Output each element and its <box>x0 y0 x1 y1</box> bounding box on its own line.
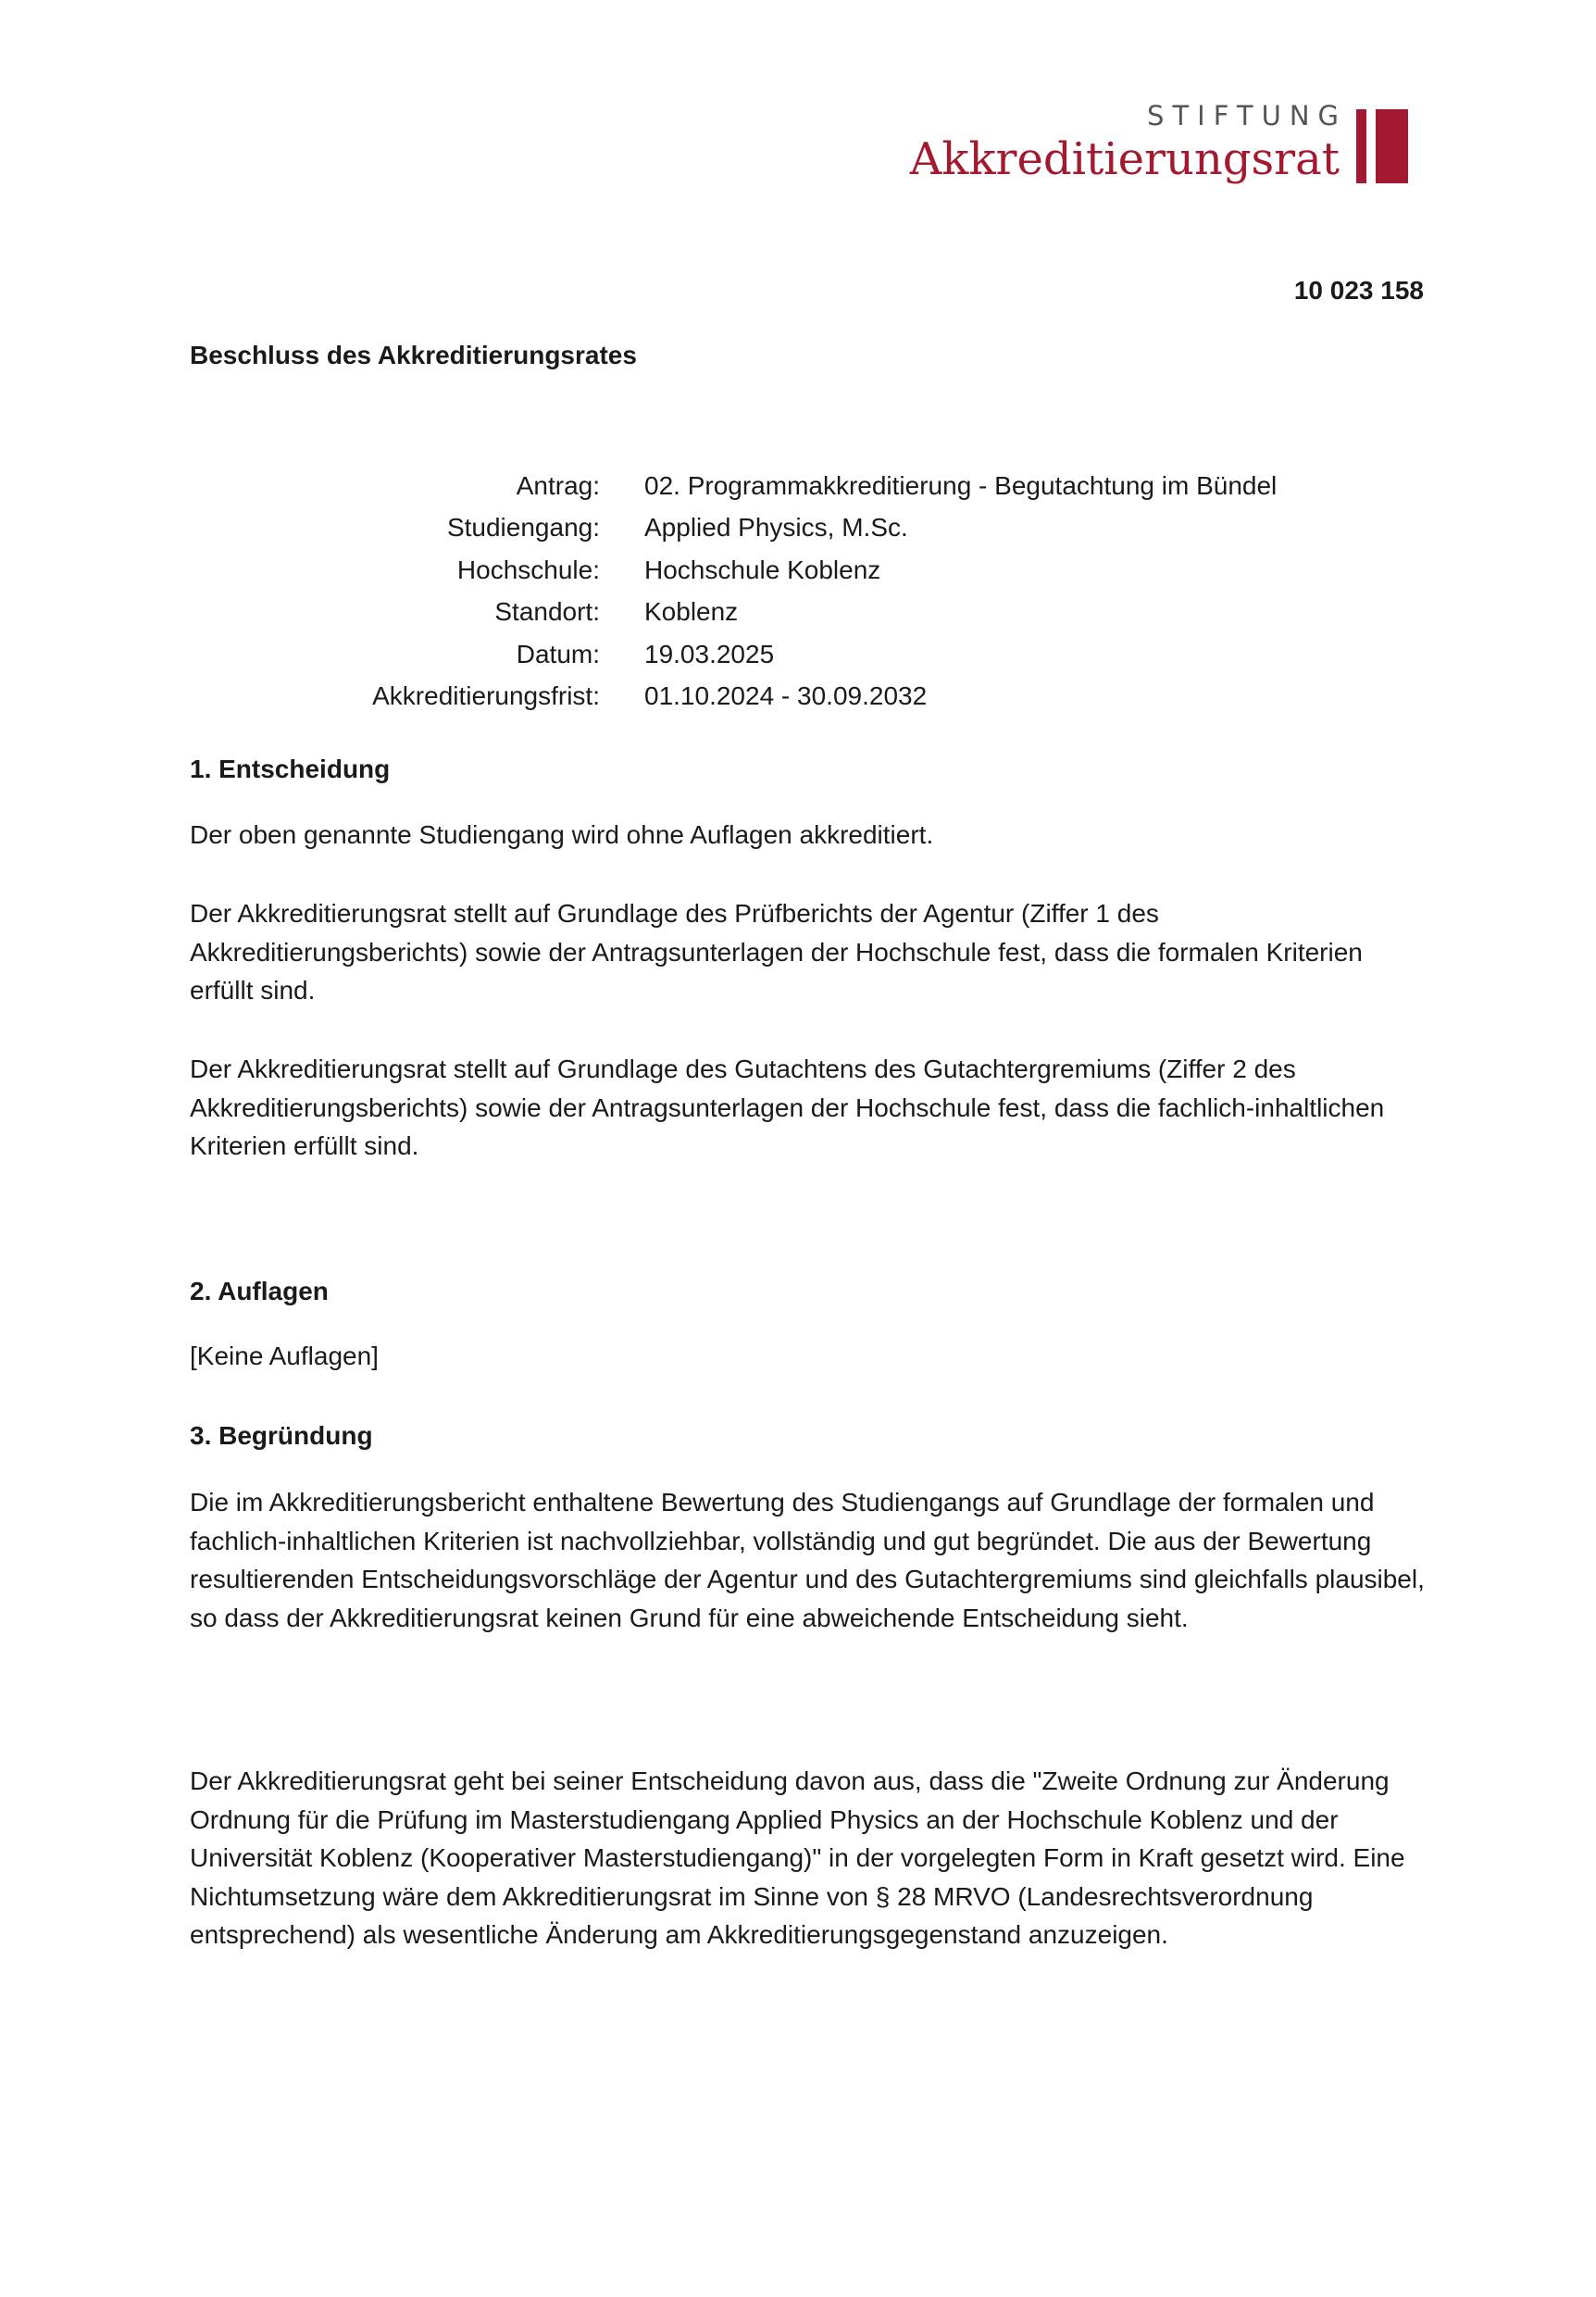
meta-row-akkreditierungsfrist <box>190 676 1421 718</box>
logo-main-text: Akkreditierungsrat <box>909 133 1340 185</box>
meta-label: Studiengang: <box>446 513 600 543</box>
logo-bar-wide <box>1376 109 1408 183</box>
meta-row-antrag <box>190 465 1421 507</box>
section-heading-auflagen: 2. Auflagen <box>190 1277 329 1305</box>
meta-row-datum <box>190 633 1421 676</box>
meta-value: Applied Physics, M.Sc. <box>644 513 908 543</box>
section-heading-begruendung: 3. Begründung <box>190 1421 373 1450</box>
logo-mark-icon <box>1356 109 1408 183</box>
meta-row-hochschule <box>190 549 1421 592</box>
meta-label: Standort: <box>494 597 600 627</box>
meta-value: 02. Programmakkreditierung - Begutachtung im Bündel <box>644 470 1278 500</box>
paragraph: [Keine Auflagen] <box>190 1342 379 1370</box>
document-number: 10 023 158 <box>1293 276 1424 305</box>
paragraph: Der Akkreditierungsrat stellt auf Grundlage des Gutachtens des Gutachtergremiums (Ziffer 2 des Akkreditierungsberichts) sowie der Antragsunterlagen der Hochschule fest, dass die fachlich-inhaltlichen Kriterien erfüllt sind. <box>190 1055 1385 1160</box>
paragraph: Der Akkreditierungsrat stellt auf Grundlage des Prüfberichts der Agentur (Ziffer 1 des Akkreditierungsberichts) sowie der Antragsunterlagen der Hochschule fest, dass die formalen Kriterien erfüllt sind. <box>190 899 1363 1005</box>
akkreditierungsrat-logo <box>909 100 1408 185</box>
meta-label: Antrag: <box>516 470 600 500</box>
logo-bar-narrow <box>1356 109 1366 183</box>
meta-value: 01.10.2024 - 30.09.2032 <box>644 681 928 711</box>
meta-value: 19.03.2025 <box>644 639 775 668</box>
section-heading-entscheidung: 1. Entscheidung <box>190 755 391 783</box>
logo-text <box>909 100 1347 185</box>
meta-label: Datum: <box>516 639 600 668</box>
meta-label: Hochschule: <box>456 555 600 584</box>
meta-value: Hochschule Koblenz <box>644 555 881 584</box>
meta-value: Koblenz <box>644 597 739 627</box>
paragraph: Der oben genannte Studiengang wird ohne Auflagen akkreditiert. <box>190 820 934 849</box>
logo-top-text: STIFTUNG <box>1147 100 1347 131</box>
paragraph: Der Akkreditierungsrat geht bei seiner Entscheidung davon aus, dass die "Zweite Ordnung zur Änderung Ordnung für die Prüfung im Masterstudiengang Applied Physics an der Hochschule Koblenz und der Universität Koblenz (Kooperativer Masterstudiengang)" in der vorgelegten Form in Kraft gesetzt wird. Eine Nichtumsetzung wäre dem Akkreditierungsrat im Sinne von § 28 MRVO (Landesrechtsverordnung entsprechend) als wesentliche Änderung am Akkreditierungsgegenstand anzuzeigen. <box>190 1766 1405 1949</box>
meta-row-studiengang <box>190 507 1421 550</box>
meta-row-standort <box>190 592 1421 634</box>
paragraph: Die im Akkreditierungsbericht enthaltene Bewertung des Studiengangs auf Grundlage der formalen und fachlich-inhaltlichen Kriterien ist nachvollziehbar, vollständig und gut begründet. Die aus der Bewertung resultierenden Entscheidungsvorschläge der Agentur und des Gutachtergremiums sind gleichfalls plausibel, so dass der Akkreditierungsrat keinen Grund für eine abweichende Entscheidung sieht. <box>190 1488 1425 1632</box>
metadata-table <box>190 465 1421 718</box>
meta-label: Akkreditierungsfrist: <box>372 681 600 711</box>
document-title: Beschluss des Akkreditierungsrates <box>190 341 637 369</box>
